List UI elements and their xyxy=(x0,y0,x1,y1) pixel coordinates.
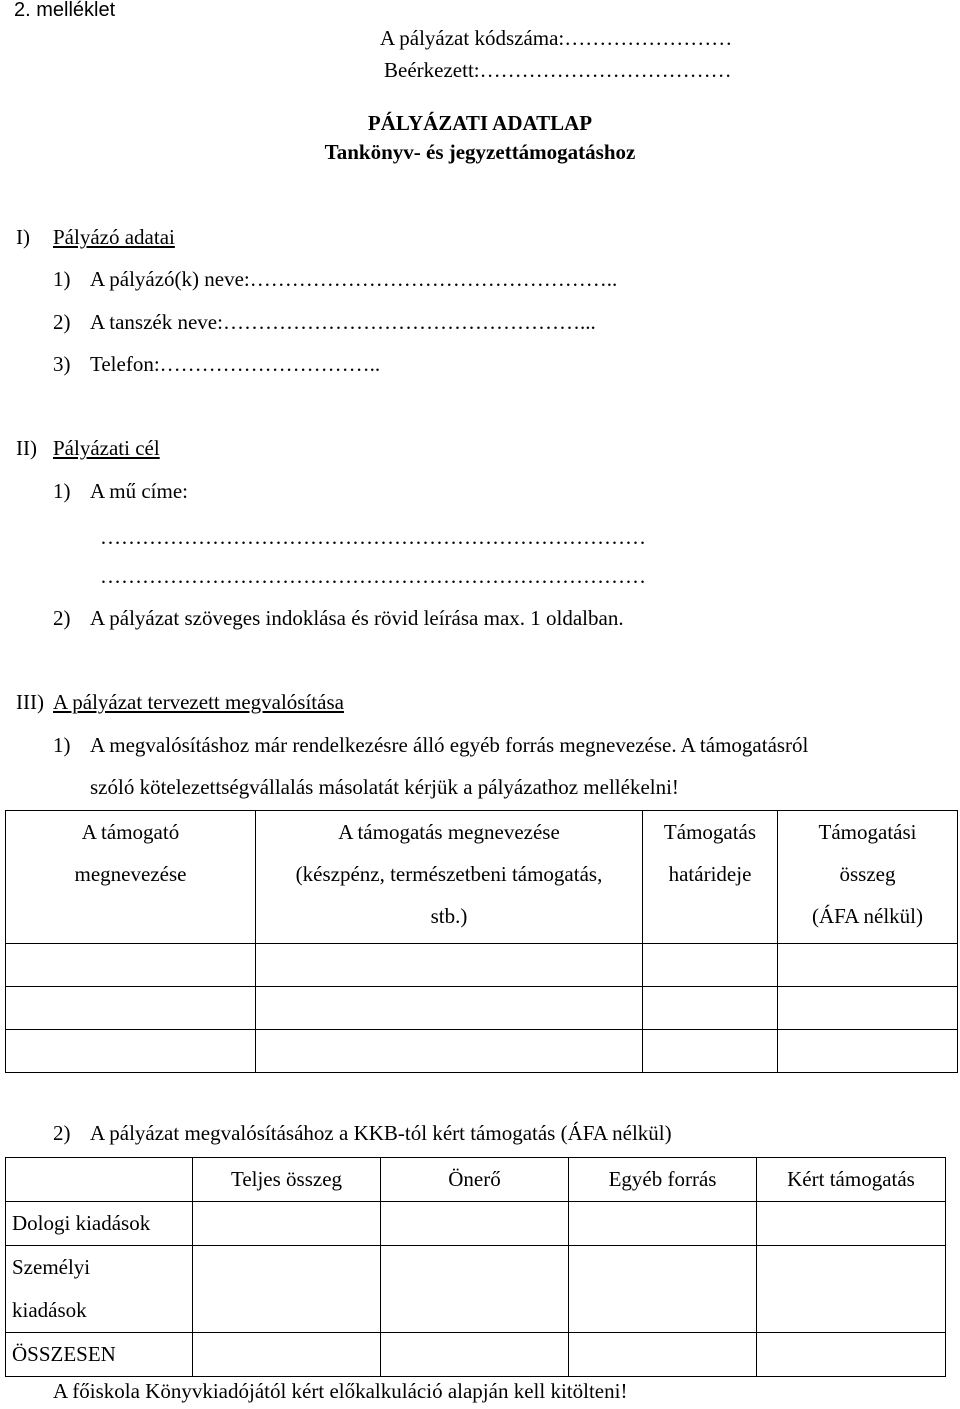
table-cell[interactable] xyxy=(381,1202,569,1246)
justification-item xyxy=(53,608,624,629)
requested-support-table xyxy=(5,1157,946,1377)
table-cell[interactable] xyxy=(778,1030,958,1073)
table-cell[interactable] xyxy=(193,1333,381,1377)
work-title-dotted-line: …………………………………………………………………… xyxy=(100,527,646,548)
row-label-line: Dologi kiadások xyxy=(12,1211,151,1235)
table-cell[interactable] xyxy=(256,944,643,987)
header-requested-support: Kért támogatás xyxy=(757,1158,946,1202)
table-cell[interactable] xyxy=(193,1202,381,1246)
header-line: (ÁFA nélkül) xyxy=(811,904,924,928)
header-line: határideje xyxy=(668,862,752,886)
table-cell[interactable] xyxy=(643,987,778,1030)
other-sources-item xyxy=(53,735,808,756)
item-text: A megvalósításhoz már rendelkezésre álló egyéb forrás megnevezése. A támogatásról xyxy=(90,733,809,757)
row-label-line: ÖSSZESEN xyxy=(12,1342,116,1366)
work-title-label xyxy=(53,481,188,502)
requested-support-item xyxy=(53,1123,672,1144)
item-number: 1) xyxy=(53,733,71,757)
header-support-type xyxy=(256,811,643,944)
item-text: A pályázat megvalósításához a KKB-tól kért támogatás (ÁFA nélkül) xyxy=(90,1121,672,1145)
header-total-amount: Teljes összeg xyxy=(193,1158,381,1202)
header-other-source: Egyéb forrás xyxy=(569,1158,757,1202)
table-corner-cell xyxy=(6,1158,193,1202)
item-number: 2) xyxy=(53,310,71,334)
table-cell[interactable] xyxy=(6,987,256,1030)
annex-label: 2. melléklet xyxy=(14,0,116,21)
section-1-title: Pályázó adatai xyxy=(53,225,175,249)
header-sponsor-name xyxy=(6,811,256,944)
section-2-heading xyxy=(16,438,160,459)
application-code-field: A pályázat kódszáma:…………………… xyxy=(380,26,733,50)
item-text: A mű címe: xyxy=(90,479,188,503)
phone-field xyxy=(53,354,380,375)
row-label-personnel-costs xyxy=(6,1246,193,1333)
header-line: Támogatási xyxy=(818,820,917,844)
section-3-number: III) xyxy=(16,690,44,714)
table-header-row xyxy=(6,811,958,944)
table-cell[interactable] xyxy=(643,944,778,987)
header-line: összeg xyxy=(839,862,896,886)
table-cell[interactable] xyxy=(569,1202,757,1246)
item-number: 1) xyxy=(53,479,71,503)
page-subtitle: Tankönyv- és jegyzettámogatáshoz xyxy=(324,140,636,164)
table-cell[interactable] xyxy=(256,1030,643,1073)
table-cell[interactable] xyxy=(381,1333,569,1377)
table-cell[interactable] xyxy=(6,944,256,987)
table-cell[interactable] xyxy=(757,1202,946,1246)
table-row xyxy=(6,1333,946,1377)
other-sources-note: szóló kötelezettségvállalás másolatát kérjük a pályázathoz mellékelni! xyxy=(90,775,679,799)
received-date-field: Beérkezett:……………………………… xyxy=(384,58,732,82)
table-cell[interactable] xyxy=(569,1246,757,1333)
work-title-dotted-line: …………………………………………………………………… xyxy=(100,566,646,587)
section-2-title: Pályázati cél xyxy=(53,436,160,460)
item-number: 2) xyxy=(53,606,71,630)
header-line: stb.) xyxy=(430,904,468,928)
table-header-row xyxy=(6,1158,946,1202)
table-cell[interactable] xyxy=(569,1333,757,1377)
header-line: (készpénz, természetbeni támogatás, xyxy=(295,862,603,886)
item-text: A pályázó(k) neve:…………………………………………….. xyxy=(90,267,618,291)
row-label-total xyxy=(6,1333,193,1377)
header-amount xyxy=(778,811,958,944)
table-cell[interactable] xyxy=(256,987,643,1030)
section-3-heading xyxy=(16,692,344,713)
section-3-title: A pályázat tervezett megvalósítása xyxy=(53,690,344,714)
table-row xyxy=(6,1030,958,1073)
page-title: PÁLYÁZATI ADATLAP xyxy=(367,111,593,135)
department-name-field xyxy=(53,312,596,333)
table-row xyxy=(6,1246,946,1333)
table-cell[interactable] xyxy=(757,1333,946,1377)
table-row xyxy=(6,987,958,1030)
row-label-line: kiadások xyxy=(12,1298,87,1322)
header-line: megnevezése xyxy=(74,862,187,886)
item-number: 3) xyxy=(53,352,71,376)
table-row xyxy=(6,1202,946,1246)
applicant-name-field xyxy=(53,269,617,290)
item-text: A tanszék neve:……………………………………………... xyxy=(90,310,596,334)
section-1-heading xyxy=(16,227,175,248)
header-deadline xyxy=(643,811,778,944)
section-1-number: I) xyxy=(16,225,30,249)
table-cell[interactable] xyxy=(193,1246,381,1333)
item-number: 1) xyxy=(53,267,71,291)
item-text: A pályázat szöveges indoklása és rövid leírása max. 1 oldalban. xyxy=(90,606,624,630)
row-label-line: Személyi xyxy=(12,1255,91,1279)
footnote: A főiskola Könyvkiadójától kért előkalkuláció alapján kell kitölteni! xyxy=(53,1379,628,1403)
row-label-material-costs xyxy=(6,1202,193,1246)
header-line: Támogatás xyxy=(663,820,757,844)
table-cell[interactable] xyxy=(778,944,958,987)
table-cell[interactable] xyxy=(6,1030,256,1073)
section-2-number: II) xyxy=(16,436,37,460)
other-sources-table xyxy=(5,810,958,1073)
table-cell[interactable] xyxy=(757,1246,946,1333)
item-text: Telefon:………………………….. xyxy=(90,352,381,376)
table-cell[interactable] xyxy=(381,1246,569,1333)
item-number: 2) xyxy=(53,1121,71,1145)
table-cell[interactable] xyxy=(778,987,958,1030)
header-line: A támogatás megnevezése xyxy=(338,820,560,844)
table-row xyxy=(6,944,958,987)
table-cell[interactable] xyxy=(643,1030,778,1073)
header-line: A támogató xyxy=(81,820,180,844)
header-own-contribution: Önerő xyxy=(381,1158,569,1202)
